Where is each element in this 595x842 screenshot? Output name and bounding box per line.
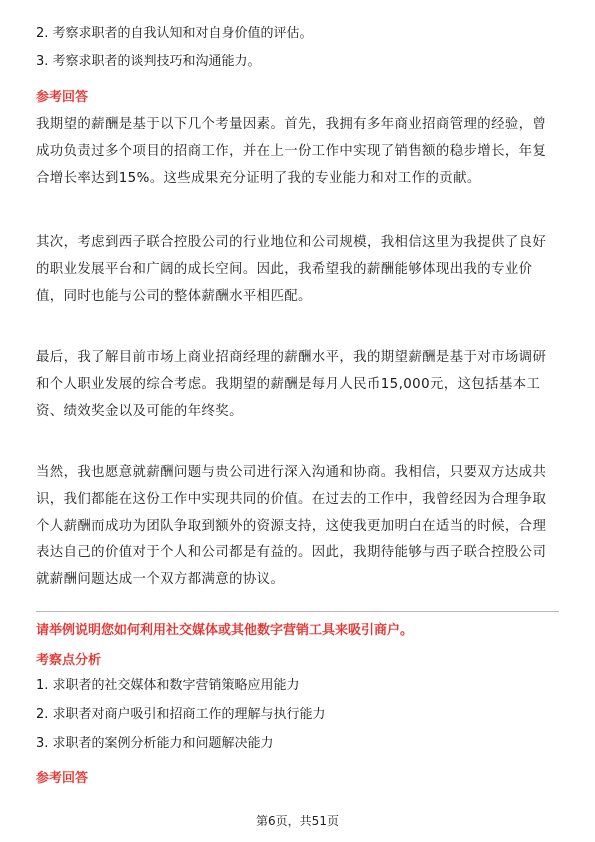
list-item: 3. 考察求职者的谈判技巧和沟通能力。 bbox=[36, 54, 261, 69]
list-item: 1. 求职者的社交媒体和数字营销策略应用能力 bbox=[36, 678, 300, 693]
answer-heading: 参考回答 bbox=[36, 771, 89, 786]
section-divider bbox=[36, 611, 559, 612]
answer-paragraph: 我期望的薪酬是基于以下几个考量因素。首先，我拥有多年商业招商管理的经验，曾成功负责过多个项目的招商工作，并在上一份工作中实现了销售额的稳步增长，年复合增长率达到15%。这些成果充分证明了我的专业能力和对工作的贡献。 bbox=[36, 117, 547, 186]
list-item: 2. 考察求职者的自我认知和对自身价值的评估。 bbox=[36, 26, 313, 41]
analysis-heading: 考察点分析 bbox=[36, 653, 102, 668]
page-number: 第6页，共51页 bbox=[256, 814, 339, 828]
list-item: 2. 求职者对商户吸引和招商工作的理解与执行能力 bbox=[36, 707, 326, 722]
answer-paragraph: 其次，考虑到西子联合控股公司的行业地位和公司规模，我相信这里为我提供了良好的职业发展平台和广阔的成长空间。因此，我希望我的薪酬能够体现出我的专业价值，同时也能与公司的整体薪酬水平相匹配。 bbox=[36, 235, 547, 304]
answer-paragraph: 当然，我也愿意就薪酬问题与贵公司进行深入沟通和协商。我相信，只要双方达成共识，我们都能在这份工作中实现共同的价值。在过去的工作中，我曾经因为合理争取个人薪酬而成功为团队争取到额外的资源支持，这使我更加明白在适当的时候，合理表达自己的价值对于个人和公司都是有益的。因此，我期待能够与西子联合控股公司就薪酬问题达成一个双方都满意的协议。 bbox=[36, 465, 547, 588]
answer-paragraph: 最后，我了解目前市场上商业招商经理的薪酬水平，我的期望薪酬是基于对市场调研和个人职业发展的综合考虑。我期望的薪酬是每月人民币15,000元，这包括基本工资、绩效奖金以及可能的年终奖。 bbox=[36, 350, 547, 419]
answer-heading: 参考回答 bbox=[36, 90, 89, 105]
list-item: 3. 求职者的案例分析能力和问题解决能力 bbox=[36, 736, 274, 751]
question-title: 请举例说明您如何利用社交媒体或其他数字营销工具来吸引商户。 bbox=[36, 623, 414, 638]
